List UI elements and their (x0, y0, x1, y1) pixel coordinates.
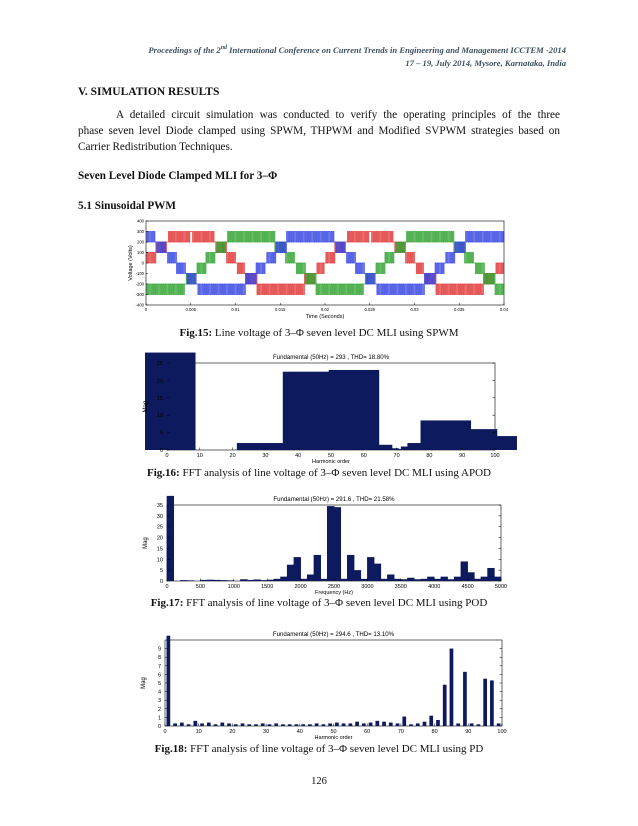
x-tick-label: 2000 (294, 584, 307, 590)
y-tick-label: 5 (159, 430, 163, 437)
bar (308, 724, 312, 726)
x-tick-label: 4500 (461, 584, 474, 590)
y-tick-label: 15 (156, 546, 163, 553)
x-tick-label: 0.015 (275, 307, 286, 312)
bar (340, 579, 347, 581)
bar (328, 723, 332, 726)
bar (354, 570, 361, 581)
bar (274, 579, 281, 581)
y-tick-label: 200 (137, 239, 144, 245)
header-line-2: 17 – 19, July 2014, Mysore, Karnataka, India (405, 57, 566, 68)
bar (247, 580, 254, 581)
bar (207, 580, 214, 581)
x-tick-label: 30 (262, 453, 269, 459)
bar (342, 723, 346, 726)
bar (375, 721, 379, 726)
y-tick-label: 3 (157, 698, 161, 705)
bar (450, 649, 454, 726)
bar (294, 557, 301, 581)
bar (200, 723, 204, 726)
x-tick-label: 1500 (261, 584, 274, 590)
y-axis-label: Voltage (Volts) (128, 245, 134, 281)
bar (145, 353, 196, 450)
y-tick-label: 25 (156, 524, 163, 531)
bar (454, 577, 461, 581)
bar (260, 580, 267, 581)
bar (490, 680, 494, 726)
bar (374, 564, 381, 581)
fig16-caption: Fig.16: FFT analysis of line voltage of 3–Φ seven level DC MLI using APOD (147, 467, 491, 479)
bar (280, 577, 287, 581)
bar (441, 577, 448, 581)
y-axis-label: Mag (143, 537, 149, 549)
y-tick-label: 0 (159, 448, 163, 454)
x-tick-label: 10 (196, 453, 203, 459)
y-tick-label: 2 (157, 706, 161, 713)
subheading: Seven Level Diode Clamped MLI for 3–Φ (78, 170, 278, 182)
y-axis-label: Mag (141, 677, 147, 689)
bar (167, 496, 174, 581)
bar (295, 724, 299, 726)
page-number: 126 (311, 776, 327, 787)
bar (400, 579, 407, 581)
bar (407, 578, 414, 581)
bar (327, 506, 334, 581)
x-tick-label: 0.03 (410, 307, 419, 312)
x-axis-label: Harmonic order (312, 459, 350, 465)
y-tick-label: 20 (156, 535, 163, 542)
bar (254, 724, 258, 726)
x-tick-label: 100 (497, 729, 507, 735)
x-tick-label: 2500 (327, 584, 341, 590)
x-tick-label: 0.035 (454, 307, 465, 312)
paragraph (78, 107, 560, 155)
bar (474, 579, 481, 581)
y-tick-label: -200 (135, 281, 144, 287)
x-tick-label: 70 (393, 453, 400, 459)
bar (193, 721, 197, 726)
x-tick-label: 3000 (361, 584, 374, 590)
bar (494, 577, 501, 581)
y-tick-label: 6 (157, 672, 161, 679)
bar (180, 580, 187, 581)
paragraph-line-2: phase seven level Diode clamped using SPWM, THPWM and Modified SVPWM strategies based on (78, 125, 560, 137)
x-tick-label: 0.025 (364, 307, 375, 312)
bar (180, 723, 184, 726)
y-tick-label: 10 (156, 557, 163, 564)
y-tick-label: 1 (157, 715, 161, 722)
bar (220, 723, 224, 726)
x-tick-label: 50 (330, 729, 337, 735)
y-tick-label: 100 (137, 250, 144, 255)
bar (423, 722, 427, 726)
bar (461, 561, 468, 581)
bar (274, 723, 278, 726)
bar (234, 724, 238, 726)
bar (240, 579, 247, 581)
y-tick-label: 30 (156, 513, 163, 520)
bar (334, 507, 341, 581)
bar (483, 679, 487, 726)
x-tick-label: 1000 (227, 584, 240, 590)
y-axis-label: Mag (143, 400, 149, 413)
bar (443, 685, 447, 726)
y-tick-label: -300 (135, 292, 144, 297)
bar (287, 565, 294, 581)
y-tick-label: 15 (156, 395, 163, 402)
x-tick-label: 60 (360, 453, 367, 459)
y-tick-label: 0 (159, 579, 163, 585)
chart-title: Fundamental (50Hz) = 294.6 , THD= 13.10% (272, 631, 395, 638)
bar (360, 579, 367, 581)
bar (421, 579, 428, 581)
y-tick-label: -100 (135, 271, 144, 276)
bar (463, 672, 467, 726)
x-tick-label: 0.01 (231, 307, 240, 312)
x-tick-label: 0 (163, 729, 167, 735)
x-tick-label: 100 (490, 453, 500, 459)
bar (187, 580, 194, 581)
fig15-line-voltage-chart (0, 213, 638, 318)
x-tick-label: 0 (165, 584, 169, 590)
x-tick-label: 90 (465, 729, 472, 735)
bar (315, 723, 319, 726)
bar (187, 724, 191, 726)
fig17-fft-chart (0, 485, 638, 595)
y-tick-label: 300 (137, 229, 144, 234)
bar (261, 723, 265, 726)
bar (497, 723, 501, 726)
bar (380, 579, 387, 581)
paragraph-line-3: Carrier Redistribution Techniques. (78, 141, 233, 153)
bar (362, 723, 366, 726)
y-tick-label: 0 (157, 724, 161, 730)
bar (268, 724, 272, 726)
y-tick-label: 5 (157, 681, 161, 687)
y-tick-label: 0 (141, 260, 144, 266)
y-tick-label: 5 (159, 568, 163, 575)
x-tick-label: 70 (397, 729, 404, 735)
x-tick-label: 60 (364, 729, 371, 735)
bar (429, 716, 433, 726)
y-tick-label: 7 (157, 663, 161, 670)
bar (466, 436, 517, 450)
x-tick-label: 5000 (494, 584, 508, 590)
bar (307, 574, 314, 581)
bar (434, 579, 441, 581)
bar (389, 723, 393, 726)
bar (367, 557, 374, 581)
bar (200, 580, 207, 581)
bar (369, 723, 373, 726)
x-tick-label: 30 (263, 729, 270, 735)
x-tick-label: 20 (229, 453, 236, 459)
x-tick-label: 0.02 (320, 307, 330, 312)
x-tick-label: 3500 (394, 584, 407, 590)
bar (436, 720, 440, 726)
bar (349, 723, 353, 726)
x-tick-label: 20 (229, 729, 236, 735)
bar (288, 724, 292, 726)
x-tick-label: 0 (144, 307, 148, 312)
bar (467, 572, 474, 581)
x-tick-label: 40 (296, 729, 303, 735)
chart-title: Fundamental (50Hz) = 293 , THD= 18.80% (272, 354, 390, 361)
bar (227, 580, 234, 581)
x-axis-label: Time (Seconds) (305, 314, 345, 320)
x-tick-label: 500 (195, 584, 205, 590)
x-tick-label: 80 (431, 729, 438, 735)
x-tick-label: 4000 (428, 584, 441, 590)
bar (481, 577, 488, 581)
bar (254, 579, 261, 581)
y-tick-label: 8 (157, 655, 161, 662)
fig15-caption: Fig.15: Line voltage of 3–Φ seven level DC MLI using SPWM (179, 327, 459, 339)
bar (402, 717, 406, 726)
y-tick-label: -400 (135, 302, 144, 308)
bar (301, 724, 305, 726)
y-tick-label: 35 (156, 503, 163, 509)
x-axis-label: Harmonic order (314, 735, 353, 741)
y-tick-label: 400 (137, 218, 144, 224)
fig18-fft-chart (0, 620, 638, 740)
y-tick-label: 10 (156, 413, 163, 420)
bar (456, 723, 460, 726)
bar (281, 724, 285, 726)
section-title: V. SIMULATION RESULTS (78, 86, 220, 98)
x-tick-label: 0.005 (185, 307, 196, 312)
bar (487, 568, 494, 581)
bar (382, 722, 386, 726)
fig17-caption: Fig.17: FFT analysis of line voltage of 3–Φ seven level DC MLI using POD (150, 597, 488, 609)
x-tick-label: 50 (327, 453, 335, 459)
bar (347, 555, 354, 581)
bar (241, 723, 245, 726)
bar (427, 577, 434, 581)
y-tick-label: 4 (157, 689, 161, 696)
bar (247, 724, 251, 726)
paragraph-line-1: A detailed circuit simulation was conducted to verify the operating principles of the three (116, 109, 560, 121)
bar (320, 579, 327, 581)
header-line-1: Proceedings of the 2nd International Conference on Current Trends in Engineering and Management ICCTEM -2014 (148, 44, 566, 55)
subsection-title: 5.1 Sinusoidal PWM (78, 200, 176, 212)
bar (416, 723, 420, 726)
y-tick-label: 9 (157, 646, 161, 653)
bar (220, 580, 227, 581)
bar (329, 370, 380, 450)
bar (447, 579, 454, 581)
bar (213, 580, 220, 581)
x-tick-label: 90 (459, 453, 466, 459)
bar (470, 723, 474, 726)
chart-title: Fundamental (50Hz) = 291.6 , THD= 21.58% (273, 496, 395, 503)
x-axis-label: Frequency (Hz) (315, 590, 353, 596)
bar (387, 574, 394, 581)
bar (300, 579, 307, 581)
bar (207, 723, 211, 726)
bar (414, 579, 421, 581)
bar (167, 636, 171, 726)
bar (267, 580, 274, 581)
bar (335, 723, 339, 726)
bar (396, 723, 400, 726)
bar (477, 724, 481, 726)
bar (409, 724, 413, 726)
fig18-caption: Fig.18: FFT analysis of line voltage of 3–Φ seven level DC MLI using PD (154, 743, 484, 755)
bar (214, 724, 218, 726)
bar (394, 579, 401, 581)
page-header (148, 42, 566, 70)
fig16-fft-chart (0, 345, 638, 465)
y-tick-label: 20 (156, 378, 163, 385)
y-tick-label: 25 (156, 361, 163, 367)
bar (322, 724, 326, 726)
bar (227, 723, 231, 726)
x-tick-label: 0.04 (499, 307, 509, 312)
x-tick-label: 10 (195, 729, 202, 735)
x-tick-label: 0 (165, 453, 169, 459)
bar (355, 722, 359, 726)
bar (314, 555, 321, 581)
x-tick-label: 80 (426, 453, 433, 459)
bar (173, 723, 177, 726)
x-tick-label: 40 (295, 453, 302, 459)
